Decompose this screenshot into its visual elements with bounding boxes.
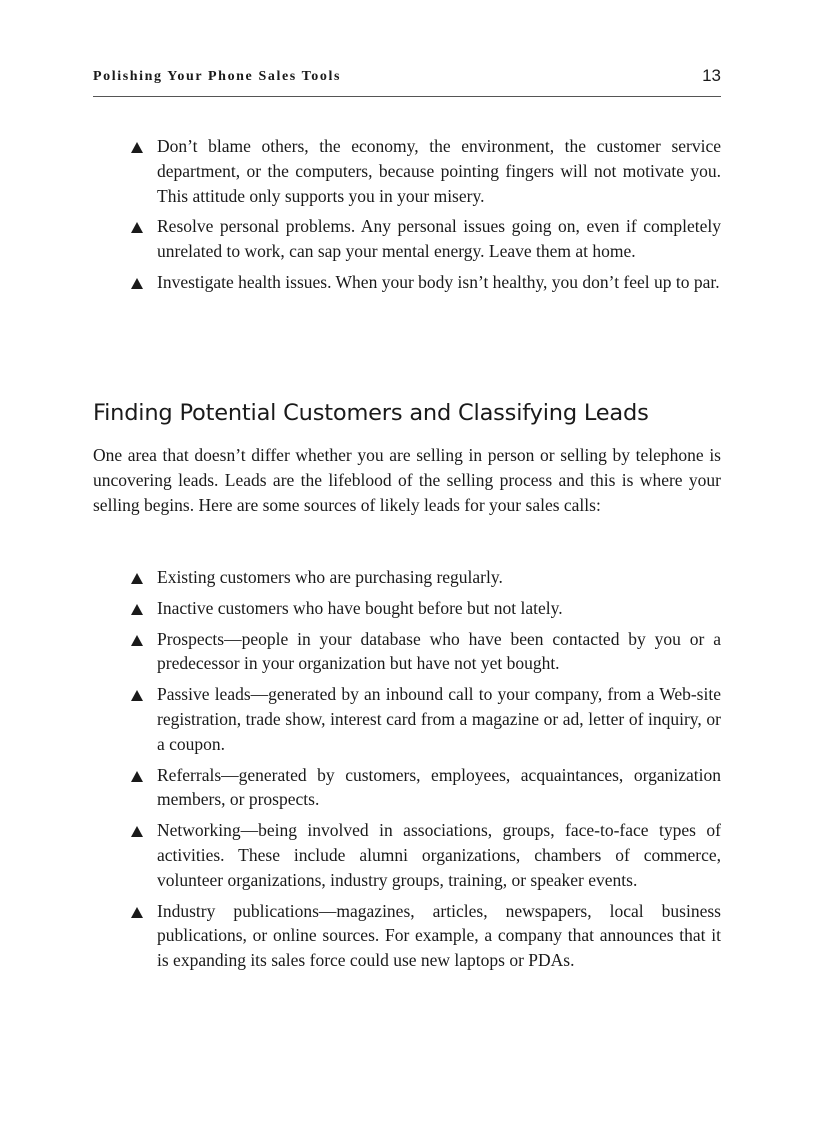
- triangle-bullet-icon: [131, 826, 143, 837]
- list-item: [131, 682, 721, 756]
- section-heading: Finding Potential Customers and Classifying Leads: [93, 400, 649, 426]
- list-item-text: Passive leads—generated by an inbound call to your company, from a Web-site registration, trade show, interest card from a magazine or ad, letter of inquiry, or a coupon.: [157, 684, 721, 754]
- triangle-bullet-icon: [131, 907, 143, 918]
- list-item-text: Investigate health issues. When your body isn’t healthy, you don’t feel up to par.: [157, 271, 720, 292]
- list-item: [131, 818, 721, 892]
- triangle-bullet-icon: [131, 142, 143, 153]
- list-item: [131, 596, 721, 621]
- list-item: [131, 899, 721, 973]
- bullet-list-attitude: [131, 134, 721, 301]
- triangle-bullet-icon: [131, 635, 143, 646]
- list-item-text: Prospects—people in your database who have been contacted by you or a predecessor in your organization but have not yet bought.: [157, 628, 721, 674]
- list-item: [131, 270, 721, 295]
- running-title: Polishing Your Phone Sales Tools: [93, 69, 342, 84]
- list-item-text: Don’t blame others, the economy, the environment, the customer service department, or the computers, because pointing fingers will not motivate you. This attitude only supports you in your misery.: [157, 136, 721, 206]
- triangle-bullet-icon: [131, 771, 143, 782]
- list-item: [131, 214, 721, 264]
- list-item: [131, 763, 721, 813]
- triangle-bullet-icon: [131, 604, 143, 615]
- list-item: [131, 565, 721, 590]
- triangle-bullet-icon: [131, 222, 143, 233]
- triangle-bullet-icon: [131, 573, 143, 584]
- list-item-text: Resolve personal problems. Any personal issues going on, even if completely unrelated to work, can sap your mental energy. Leave them at home.: [157, 216, 721, 262]
- list-item-text: Existing customers who are purchasing regularly.: [157, 567, 503, 587]
- triangle-bullet-icon: [131, 278, 143, 289]
- list-item-text: Inactive customers who have bought before but not lately.: [157, 597, 563, 618]
- list-item-text: Networking—being involved in associations, groups, face-to-face types of activities. These include alumni organizations, chambers of commerce, volunteer organizations, industry groups, training, or speaker events.: [157, 820, 721, 890]
- running-head: [93, 66, 721, 97]
- list-item: [131, 627, 721, 677]
- triangle-bullet-icon: [131, 690, 143, 701]
- bullet-list-lead-sources: [131, 565, 721, 979]
- list-item: [131, 134, 721, 208]
- list-item-text: Referrals—generated by customers, employees, acquaintances, organization members, or prospects.: [157, 764, 721, 810]
- list-item-text: Industry publications—magazines, articles, newspapers, local business publications, or online sources. For example, a company that announces that it is expanding its sales force could use new laptops or PDAs.: [157, 900, 721, 971]
- body-paragraph: One area that doesn’t differ whether you are selling in person or selling by telephone is uncovering leads. Leads are the lifeblood of the selling process and this is where your selling begins. Here are some sources of likely leads for your sales calls:: [93, 445, 721, 515]
- page-number: 13: [702, 66, 721, 85]
